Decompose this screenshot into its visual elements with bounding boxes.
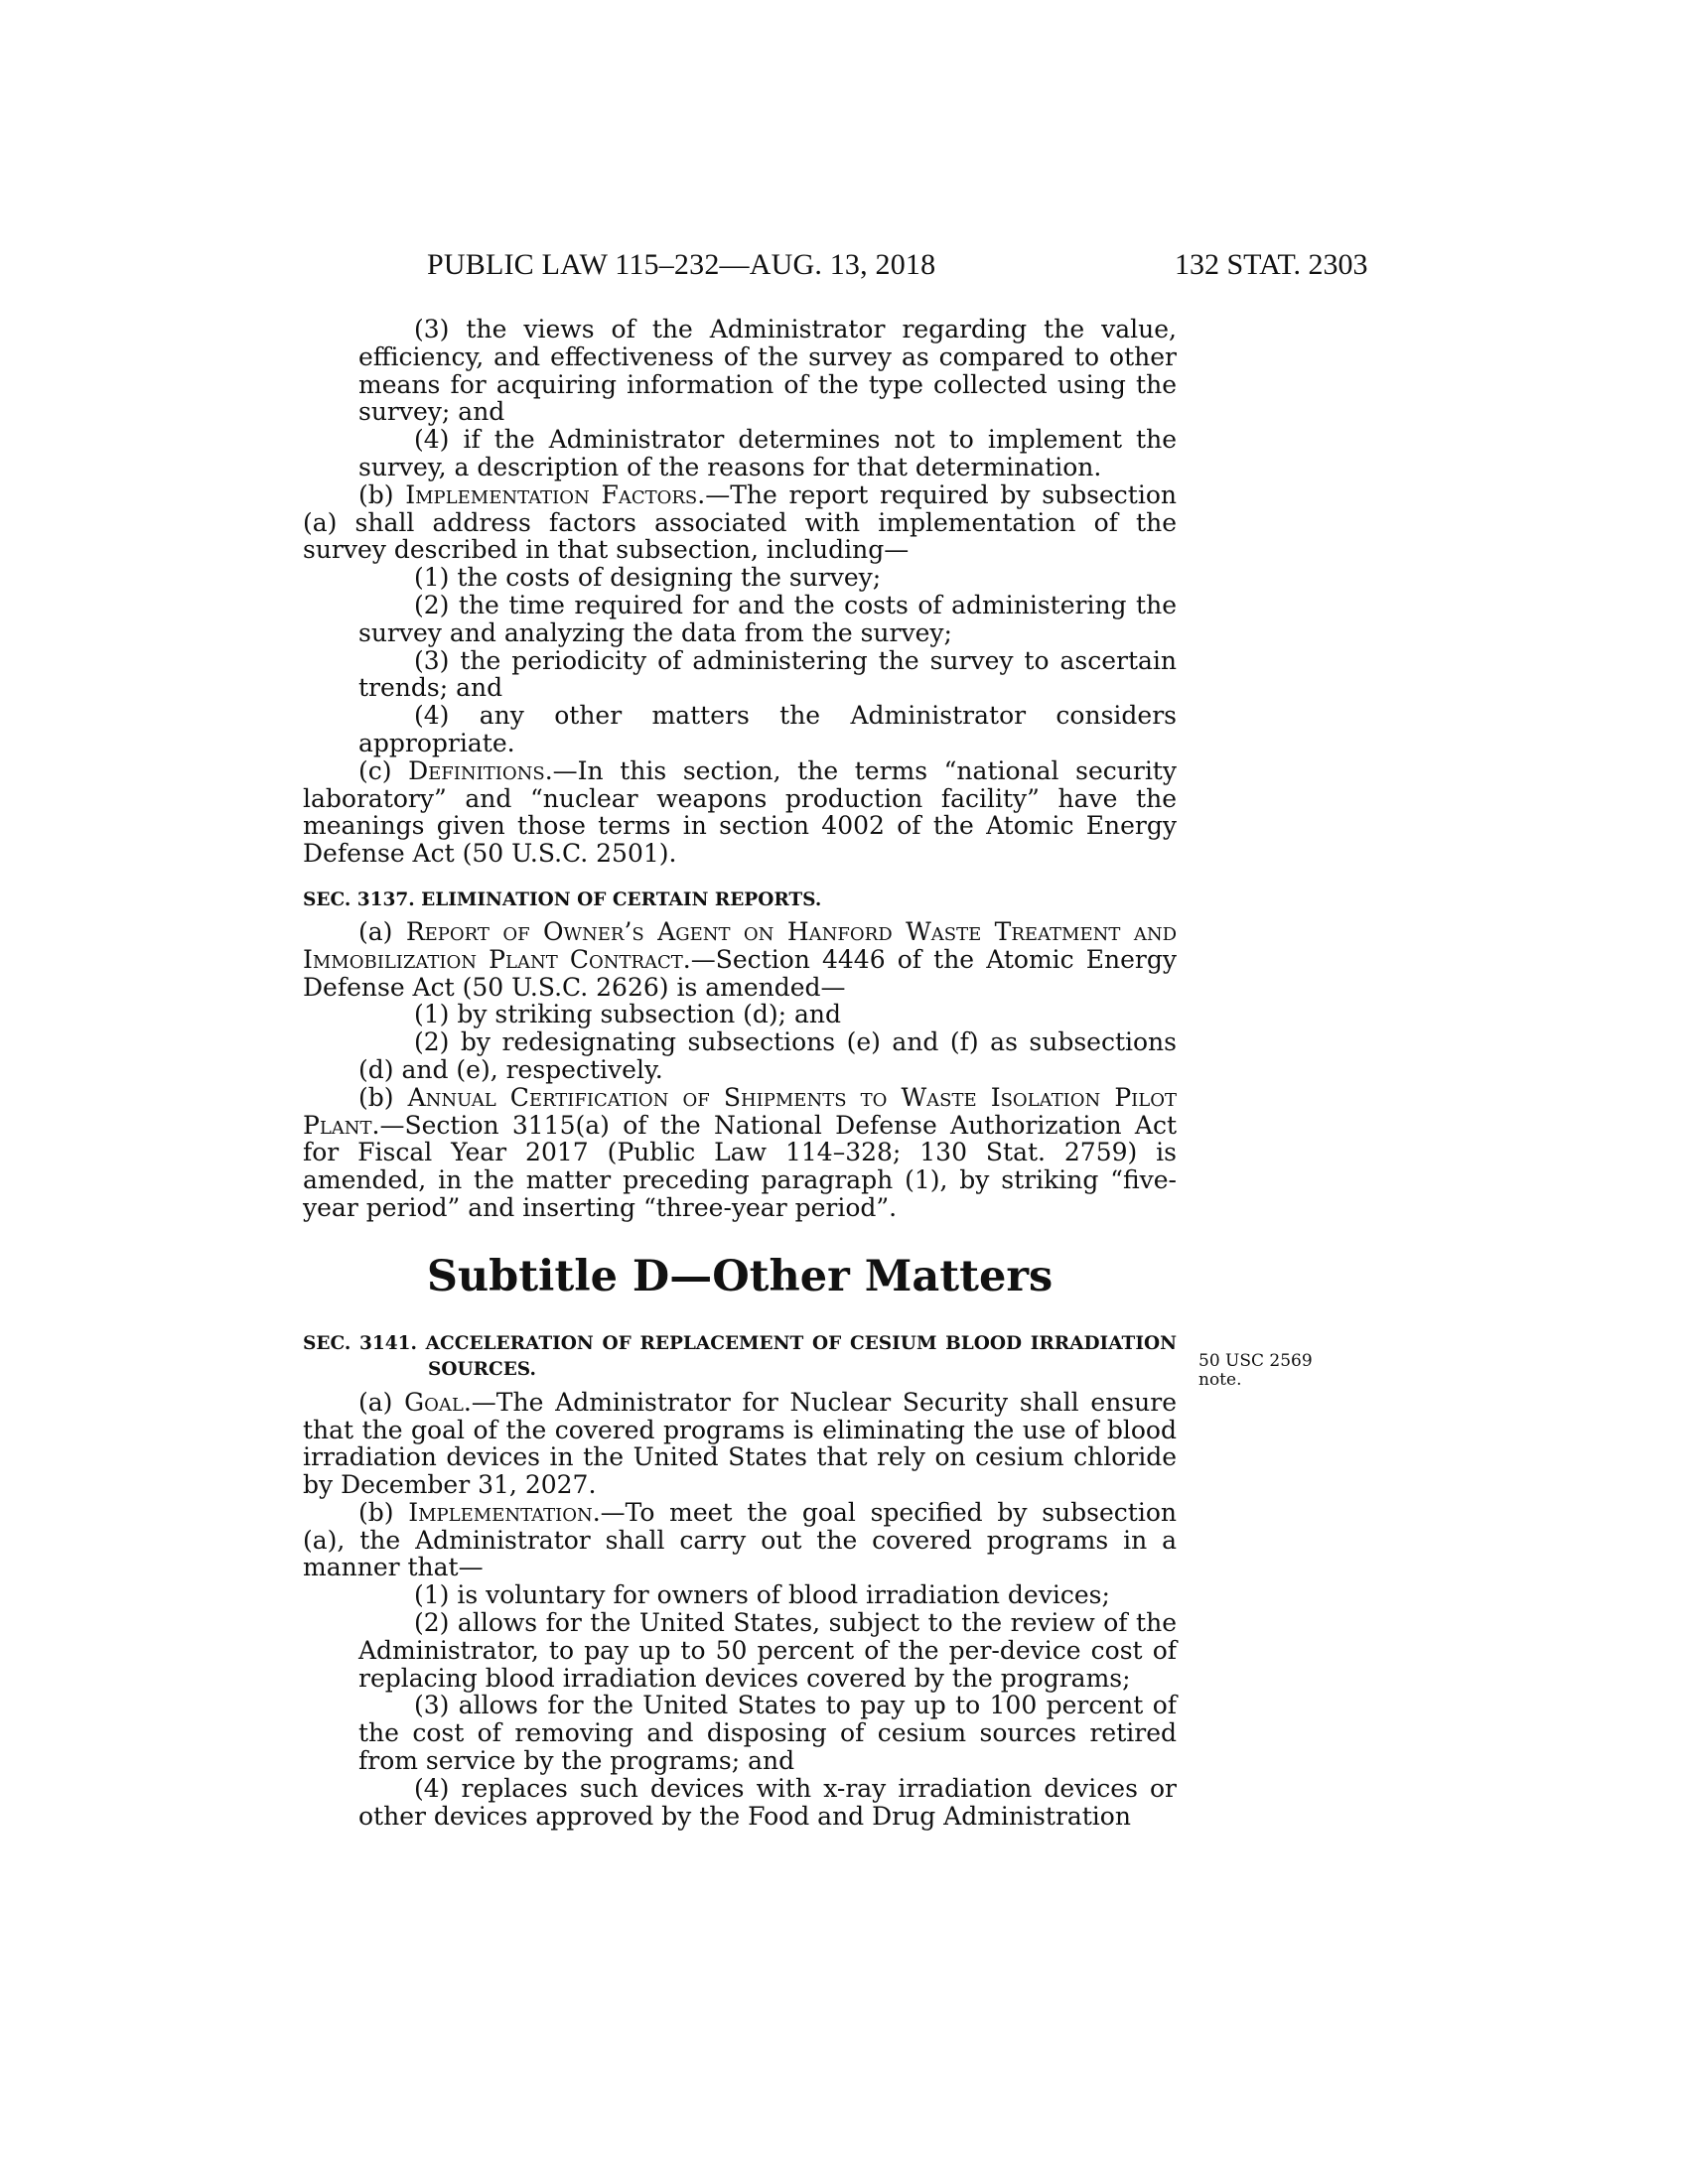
subsection-text: .—The Administrator for Nuclear Security shall ensure that the goal of the covered programs is eliminating the use of blood irradiation devices in the United States that rely on cesium chloride by December 31, 2027. <box>303 1387 1177 1500</box>
subsection-heading: Implementation Factors <box>405 479 698 509</box>
statute-page-number: 132 STAT. 2303 <box>1175 248 1368 281</box>
subtitle-heading: Subtitle D—Other Matters <box>426 1251 1054 1301</box>
subsection-text: .—Section 3115(a) of the National Defense Authorization Act for Fiscal Year 2017 (Public Law 114–328; 130 Stat. 2759) is amended, in the matter preceding paragraph (1), by striking “five-year period” and inserting “three-year period”. <box>303 1110 1177 1222</box>
paragraph-b2: (2) the time required for and the costs of administering the survey and analyzing the data from the survey; <box>358 590 1177 647</box>
sec3141-paragraph-3: (3) allows for the United States to pay up to 100 percent of the cost of removing and disposing of cesium sources retired from service by the programs; and <box>358 1691 1177 1776</box>
paragraph-b4: (4) any other matters the Administrator considers appropriate. <box>358 701 1177 757</box>
document-body <box>303 316 1177 1830</box>
paragraph-3: (3) the views of the Administrator regarding the value, efficiency, and effectiveness of the survey as compared to other means for acquiring information of the type collected using the survey; and <box>358 315 1177 427</box>
subsection-label: (b) <box>358 1497 409 1527</box>
subsection-label: (c) <box>358 755 409 785</box>
subsection-label: (a) <box>358 916 406 946</box>
sec3141-subsection-b <box>303 1499 1177 1581</box>
section-3137-heading: SEC. 3137. ELIMINATION OF CERTAIN REPORTS. <box>303 888 822 910</box>
sec3141-paragraph-4: (4) replaces such devices with x-ray irradiation devices or other devices approved by the Food and Drug Administration <box>358 1773 1177 1831</box>
subsection-text: .—Section 4446 of the Atomic Energy Defense Act (50 U.S.C. 2626) is amended— <box>303 944 1177 1002</box>
sec3141-paragraph-1: (1) is voluntary for owners of blood irradiation devices; <box>414 1580 1110 1610</box>
sec3137-paragraph-1: (1) by striking subsection (d); and <box>414 1000 842 1029</box>
paragraph-b1: (1) the costs of designing the survey; <box>414 563 882 593</box>
margin-citation-note: 50 USC 2569 note. <box>1198 1351 1313 1390</box>
subsection-b <box>303 481 1177 564</box>
subsection-heading: Implementation <box>408 1497 593 1527</box>
subsection-label: (b) <box>358 479 406 509</box>
sec3141-subsection-a <box>303 1389 1177 1499</box>
section-3141-heading: SEC. 3141. ACCELERATION OF REPLACEMENT OF CESIUM BLOOD IRRADIATION SOURCES. <box>303 1332 1177 1380</box>
subsection-text: .—In this section, the terms “national security laboratory” and “nuclear weapons production facility” have the meanings given those terms in section 4002 of the Atomic Energy Defense Act (50 U.S.C. 2501). <box>303 755 1177 869</box>
subsection-label: (a) <box>358 1387 405 1417</box>
subsection-text: .—To meet the goal specified by subsection (a), the Administrator shall carry out the covered programs in a manner that— <box>303 1497 1177 1582</box>
paragraph-b3: (3) the periodicity of administering the survey to ascertain trends; and <box>358 645 1177 703</box>
subsection-heading: Goal <box>404 1387 464 1417</box>
sec3137-paragraph-2: (2) by redesignating subsections (e) and (f) as subsections (d) and (e), respectively. <box>358 1027 1177 1084</box>
subsection-label: (b) <box>358 1082 408 1112</box>
subsection-heading: Definitions <box>408 755 545 785</box>
sec3137-subsection-b <box>303 1084 1177 1222</box>
subsection-text: .—The report required by subsection (a) shall address factors associated with implementation of the survey described in that subsection, including— <box>303 479 1177 565</box>
running-head-title: PUBLIC LAW 115–232—AUG. 13, 2018 <box>427 248 936 281</box>
paragraph-4: (4) if the Administrator determines not to implement the survey, a description of the reasons for that determination. <box>358 425 1177 481</box>
sec3137-subsection-a <box>303 918 1177 1001</box>
subsection-heading: Report of Owner’s Agent on Hanford Waste Treatment and Immobilization Plant Contract <box>303 916 1177 974</box>
subsection-heading: Annual Certification of Shipments to Waste Isolation Pilot Plant <box>303 1082 1177 1140</box>
subsection-c <box>303 757 1177 868</box>
sec3141-paragraph-2: (2) allows for the United States, subject to the review of the Administrator, to pay up to 50 percent of the per-device cost of replacing blood irradiation devices covered by the programs; <box>358 1608 1177 1693</box>
